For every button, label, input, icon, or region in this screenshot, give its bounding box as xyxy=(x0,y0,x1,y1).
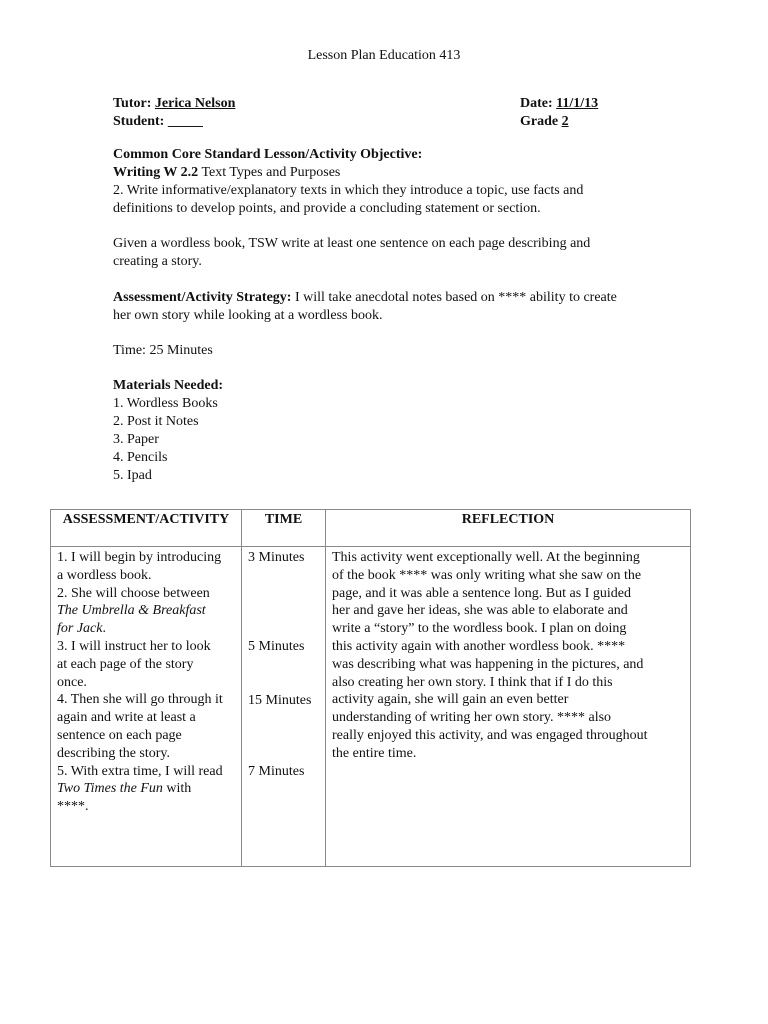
standard-line xyxy=(113,164,673,182)
activity-line: Two Times the Fun with xyxy=(57,781,192,797)
objective-heading: Common Core Standard Lesson/Activity Objective: xyxy=(113,147,423,162)
reflection-line: activity again, she will gain an even better xyxy=(332,692,569,708)
assessment-strategy xyxy=(113,289,673,325)
tutor-label: Tutor: xyxy=(113,96,152,111)
reflection-cell xyxy=(326,547,691,867)
reflection-line: really enjoyed this activity, and was engaged throughout xyxy=(332,727,648,743)
standard-text: Text Types and Purposes xyxy=(201,165,341,180)
materials-section xyxy=(113,377,673,485)
list-item: 5. Ipad xyxy=(113,468,152,483)
activity-line: 3. I will instruct her to look xyxy=(57,638,211,654)
activity-line: a wordless book. xyxy=(57,567,152,583)
tutor-row xyxy=(113,95,673,113)
time-entry: 5 Minutes xyxy=(248,639,305,654)
grade-label: Grade xyxy=(520,114,559,129)
time-entry: 7 Minutes xyxy=(248,764,305,779)
reflection-line: page, and it was able a sentence long. But as I guided xyxy=(332,585,631,601)
header-activity: ASSESSMENT/ACTIVITY xyxy=(51,510,242,547)
time-entry: 3 Minutes xyxy=(248,550,305,565)
reflection-line: of the book **** was only writing what she saw on the xyxy=(332,567,642,583)
activity-cell xyxy=(51,547,242,867)
reflection-line: this activity again with another wordless book. **** xyxy=(332,638,626,654)
given-line-2: creating a story. xyxy=(113,254,202,269)
reflection-line: the entire time. xyxy=(332,745,417,761)
list-item: 1. Wordless Books xyxy=(113,396,218,411)
assessment-text-1: I will take anecdotal notes based on **** ability to create xyxy=(294,290,617,305)
book-title: Two Times the Fun xyxy=(57,781,163,797)
activity-line: 5. With extra time, I will read xyxy=(57,763,223,779)
objective-line-2: definitions to develop points, and provide a concluding statement or section. xyxy=(113,201,541,216)
book-title: for Jack xyxy=(57,621,103,637)
materials-list xyxy=(113,395,673,485)
reflection-line: was describing what was happening in the pictures, and xyxy=(332,656,644,672)
activity-line: sentence on each page xyxy=(57,727,182,743)
reflection-line: her and gave her ideas, she was able to elaborate and xyxy=(332,603,628,619)
page-title: Lesson Plan Education 413 xyxy=(307,48,461,63)
activity-line: 4. Then she will go through it xyxy=(57,692,223,708)
date-value: 11/1/13 xyxy=(556,96,599,111)
student-row xyxy=(113,113,673,131)
header-reflection: REFLECTION xyxy=(326,510,691,547)
reflection-line: This activity went exceptionally well. At the beginning xyxy=(332,550,640,565)
time-total: Time: 25 Minutes xyxy=(113,343,213,358)
activity-line: once. xyxy=(57,674,87,690)
activity-line: 1. I will begin by introducing xyxy=(57,550,222,565)
assessment-label: Assessment/Activity Strategy: xyxy=(113,290,292,305)
student-label: Student: xyxy=(113,114,165,129)
activity-line: again and write at least a xyxy=(57,710,196,726)
given-section xyxy=(113,235,673,271)
table-header-row xyxy=(51,510,691,547)
list-item: 3. Paper xyxy=(113,432,159,447)
activity-line: for Jack. xyxy=(57,621,106,637)
book-title: The Umbrella & Breakfast xyxy=(57,603,206,619)
lesson-plan-table xyxy=(50,509,691,867)
date-label: Date: xyxy=(520,96,553,111)
time-entry: 15 Minutes xyxy=(248,693,312,708)
activity-line: describing the story. xyxy=(57,745,171,761)
reflection-line: understanding of writing her own story. **** also xyxy=(332,710,612,726)
given-line-1: Given a wordless book, TSW write at least one sentence on each page describing and xyxy=(113,236,591,251)
standard-code: Writing W 2.2 xyxy=(113,165,199,180)
list-item: 2. Post it Notes xyxy=(113,414,199,429)
grade-value: 2 xyxy=(561,114,569,129)
assessment-text-2: her own story while looking at a wordless book. xyxy=(113,308,383,323)
reflection-line: write a “story” to the wordless book. I plan on doing xyxy=(332,621,627,637)
assessment-line-1 xyxy=(113,289,673,307)
activity-line: 2. She will choose between xyxy=(57,585,210,601)
reflection-line: also creating her own story. I think that if I do this xyxy=(332,674,613,690)
activity-line: ****. xyxy=(57,799,89,815)
materials-heading: Materials Needed: xyxy=(113,378,224,393)
objective-section xyxy=(113,146,673,218)
activity-line: at each page of the story xyxy=(57,656,194,672)
table-row xyxy=(51,547,691,867)
time-cell xyxy=(242,547,326,867)
student-value: _____ xyxy=(167,114,203,129)
objective-line-1: 2. Write informative/explanatory texts in which they introduce a topic, use facts and xyxy=(113,183,584,198)
list-item: 4. Pencils xyxy=(113,450,168,465)
tutor-name: Jerica Nelson xyxy=(154,96,236,111)
header-time: TIME xyxy=(242,510,326,547)
